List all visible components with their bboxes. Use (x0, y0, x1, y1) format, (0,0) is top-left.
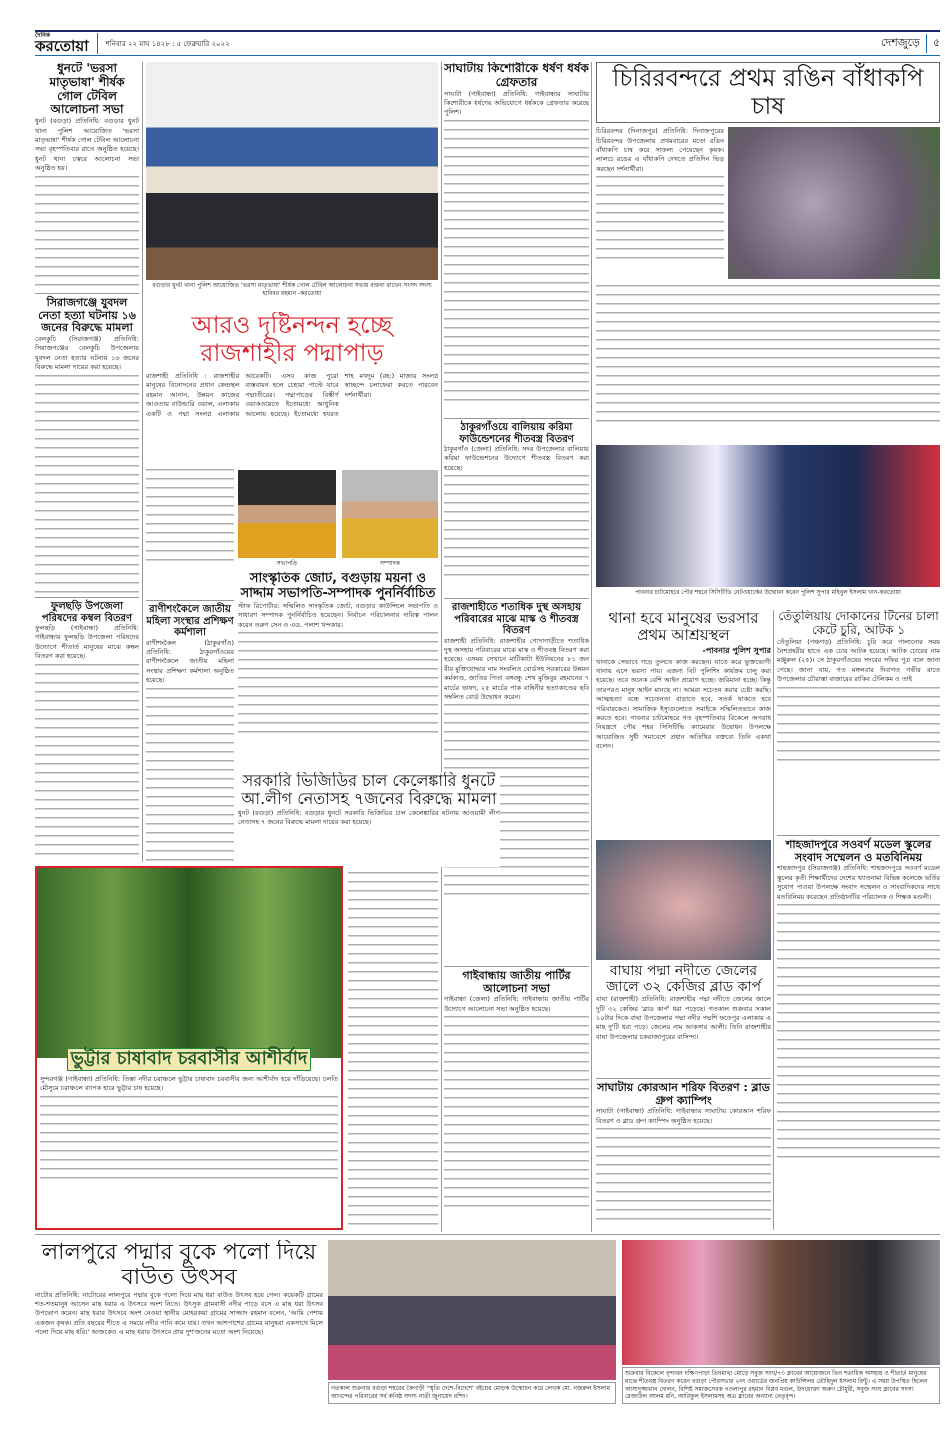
winter-clothes-photo (622, 1240, 940, 1365)
article-text (348, 870, 438, 1230)
photo-caption: পাবনার চাটমোহরে পৌর শহরে সিসিটিভি নেটওয়ার্কের উদ্বোধন করেন পুলিশ সুপার মহিবুল ইসলাম খান-করতোয়া (635, 589, 901, 596)
article-body: ধুনট (বগুড়া) প্রতিনিধি: বগুড়ার ধুনটে সরকারি ভিজিডির চাল কেলেঙ্কারির ঘটনায় আওয়ামী লীগ নেতাসহ ৭ জনের বিরুদ্ধে মামলা দায়ের করা হয়েছে। (238, 808, 500, 827)
article-jatiya-party (444, 966, 589, 1230)
blood-carp-photo (596, 840, 771, 960)
article-text (35, 373, 139, 593)
section-rule (35, 1234, 940, 1235)
article-text (444, 118, 589, 408)
article-karima-foundation (444, 418, 589, 594)
page-number: ৫ (932, 36, 940, 49)
article-body: ঠাকুরগাঁও (জেলা) প্রতিনিধি: সদর উপজেলার বালিয়ায় করিমা ফাউন্ডেশনের উদ্যোগে শীতবস্ত্র বিতরণ করা হয়েছে। (444, 445, 589, 472)
headline: রাণীশংকৈলে জাতীয় মহিলা সংস্থার প্রশিক্ষণ কর্মশালা (146, 604, 234, 638)
article-body: নাটোর প্রতিনিধি: নাটোরের লালপুরে পদ্মার বুকে পলো দিয়ে মাছ ধরা বাউত উৎসব হয়ে গেল। কয়েকটি গ্রামের শত-শতমানুষ আসেন মাছ ধরার এ উৎসবে অংশ নিতে। উৎসুক গ্রামবাসী নদীর পাড়ে বসে এ মাছ ধরা উৎসব উপভোগ করেন। মাছ ধরার উৎসবে অংশ নেওয়া স্থানীয় মোহরকয়া গ্রামের সাজ্জাদ রহমান বলেন, 'আমি পেশায় একজন কৃষক। প্রতি বছরের শীতে এ সময়ে নদীর পানি কমে যায়। তখন আশপাশের গ্রামের মানুষরা একসাথে মিলে পলো দিয়ে মাছ ধরি।' আজকেও এ মাছ ধরার উৎসবে প্রায় দুশ'জনের মতো অংশ নিয়েছে। (35, 1290, 323, 1337)
article-body: স্টাফ রিপোর্টার: সম্মিলিত সাংস্কৃতিক জোট, বগুড়ার কাউন্সিলে সভাপতি ও সাধারণ সম্পাদক পুনর্নির্বাচিত হয়েছেন। নির্বাচন পরিচালনার দায়িত্ব পালন করেন তরুণ সেন ও এড. পলাশ খন্দকার। (238, 601, 438, 629)
photo-caption: বগুড়ার ধুনট থানা পুলিশ আয়োজিত 'ভরসা মাতৃভাষা' শীর্ষক গোল টেবিল আলোচনা সভায় বক্তব্য রাখেন সংসদ সদস্য হাবিবর রহমান -করতোয়া (152, 282, 432, 297)
article-text (596, 174, 724, 264)
article-text (238, 630, 438, 740)
article-body: থানাকে সেভাবে গড়ে তুলতে কাজ করছেন। যাতে করে ভুক্তভোগী থানায় এসে ভরসা পায়। এজন্য বিট পুলিশিং কার্যক্রম চালু করা হয়েছে। তবে অনেক বেশি আইন প্রয়োগ হচ্ছে। জরিমানা হচ্ছে। কিন্তু তারপরও মানুষ আইন মানছে না। আমরা সচেতন করার চেষ্টা করছি। আত্মহত্যা বন্ধে সচেতনতা বাড়াতে হবে, সতর্ক থাকতে হবে পরিবারকেও। সামাজিক ইস্যুগুলোতে সবাইকে সম্মিলিতভাবে কাজ করতে হবে। পাবনার চাটমোহরে গত বৃহস্পতিবার বিকেলে অপরাধ নিয়ন্ত্রণে পৌর শহর সিসিটিভি ক্যামেরার উদ্বোধন উপলক্ষে আয়োজিত সুধী সমাবেশে প্রধান অতিথির বক্তব্যে তিনি একথা বলেন। (596, 657, 771, 751)
article-padmapar (146, 372, 438, 467)
column-rule (591, 62, 592, 1232)
article-lalpur-festival (35, 1240, 323, 1425)
headline: লালপুরে পদ্মার বুকে পলো দিয়ে বাউত উৎসব (41, 1240, 317, 1291)
photo-caption: সভাপতি (276, 560, 298, 567)
article-text (40, 1094, 338, 1184)
article-saghata-quran (596, 1078, 771, 1230)
article-tetulia-theft (777, 610, 940, 832)
article-body: শাহজাদপুর (সিরাজগঞ্জ) প্রতিনিধি: শাহজাদপুরে সওবর্ণ মডেল স্কুলের কৃতী শিক্ষার্থীদের দেশের খ্যাতনামা বিভিন্ন কলেজে ভর্তির সুযোগ পাওয়া উপলক্ষে সংবাদ সম্মেলন ও সাংবাদিকদের সাথে মতবিনিময় করেছেন প্রতিষ্ঠানটির পরিচালক ও শিক্ষক মণ্ডলী। (777, 864, 940, 901)
article-body: রাজশাহী প্রতিনিধি: রাজশাহীর গোদাগাড়ীতে শতাধিক দুস্থ অসহায় পরিবারের মাঝে মাস্ক ও শীতবস্ত্র বিতরণ করা হয়েছে। এসময় সেখানে মাটিকাটা ইউনিয়নের ৮১ জন বীর মুক্তিযোদ্ধার নাম সংবলিত বোর্ডসহ সরকারের উন্নয়ন কর্মকাণ্ড, জাতির পিতা বঙ্গবন্ধু শেখ মুজিবুর রহমানের ৭ মার্চের ভাষণ, ২৫ মার্চের পাক বাহিনীর হত্যাকাণ্ডের ছবি সম্বলিত বোর্ড উদ্বোধন করেন। (444, 636, 589, 702)
headline: সাংস্কৃতিক জোট, বগুড়ায় ময়না ও সাদ্দাম সভাপতি-সম্পাদক পুনর্নির্বাচিত (240, 572, 436, 601)
article-vgd-cont (348, 870, 438, 1230)
headline: আরও দৃষ্টিনন্দন হচ্ছে রাজশাহীর পদ্মাপাড় (191, 312, 393, 367)
article-padmapar-cont (146, 467, 234, 567)
article-text (777, 902, 940, 1162)
article-text (596, 283, 940, 428)
article-body: গাইবান্ধা (জেলা) প্রতিনিধি: গাইবান্ধায় জাতীয় পার্টির উদ্যোগে আলোচনা সভা অনুষ্ঠিত হয়েছে। (444, 995, 589, 1013)
article-body: রাণীশংকৈল (ঠাকুরগাঁও) প্রতিনিধি: ঠাকুরগাঁওয়ের রাণীশংকৈলে জাতীয় মহিলা সংস্থার প্রশিক্ষণ কর্মশালা অনুষ্ঠিত হয়েছে। (146, 638, 234, 685)
article-body: তেঁতুলিয়া (পঞ্চগড়) প্রতিনিধি: চুরি করে পালানোর সময় নৈশপ্রহরীর হাতে এক চোর আটক হয়েছে। আটক চোরের নাম মঞ্জুরুল (২৫)। সে ঠাকুরগাঁওয়ের সদরের সফির পুত্র বলে জানা গেছে। জানা যায়, গত মঙ্গলবার দিবাগত গভীর রাতে উপজেলার চৌরাস্তা বাজারের রাকিব টেলিকম ও তাই (777, 637, 940, 684)
article-body: চিরিরবন্দর (দিনাজপুর) প্রতিনিধি: দিনাজপুরের চিরিরবন্দর উপজেলায় প্রথমবারের মতো রঙিন বাঁধাকপি চাষ করে সাফল্য পেয়েছেন কৃষক। লালচে রঙের এ বাঁধাকপি দেখতে প্রতিদিন ভিড় করছেন দর্শনার্থীরা। (596, 127, 724, 173)
headline: ধুনটে 'ভরসা মাতৃভাষা' শীর্ষক গোল টেবিল আলোচনা সভা (49, 62, 125, 117)
article-body: বাঘা (রাজশাহী) প্রতিনিধি: রাজশাহীর পদ্মা নদীতে জেলের জালে দুটি ৩২ কেজির 'ব্লাড কার্প' ধরা পড়েছে। গতকাল শুক্রবার সকাল ১০টার দিকে বাঘা উপজেলার পদ্মা নদীর পদ্মশি ফতেপুর এলাকায় এ মাছ দু'টি ধরা পড়ে। জেলের নাম আকসার আলী। তিনি রাজশাহীর বাঘা উপজেলার চকরাজাপুরের বাসিন্দা। (596, 995, 771, 1041)
article-cultural-alliance (238, 572, 438, 767)
maize-field-photo (37, 868, 341, 1058)
section-name: দেশজুড়ে (881, 34, 927, 53)
subtitle: -পাবনার পুলিশ সুপার (702, 645, 771, 655)
article-text (444, 473, 589, 583)
pabna-police-photo (596, 445, 940, 587)
article-body: সাঘাটা (গাইবান্ধা) প্রতিনিধি: গাইবান্ধার সাঘাটায় কিশোরীকে ধর্ষণের অভিযোগে ধর্ষককে গ্রেফতার করেছে পুলিশ। (444, 89, 589, 117)
article-vgd-scandal (238, 772, 500, 867)
article-text (596, 1126, 771, 1226)
article-text (146, 467, 234, 567)
headline: তেঁতুলিয়ায় দোকানের টিনের চালা কেটে চুরি, আটক ১ (778, 610, 939, 637)
article-maize (35, 866, 343, 1230)
article-body: সুন্দরগঞ্জ (গাইবান্ধা) প্রতিনিধি: তিস্তা নদীর চরাঞ্চলে ভুট্টার চাষাবাদ চরবাসীর জন্য আশীর্বাদ হয়ে দাঁড়িয়েছে। চলতি মৌসুমে চরাঞ্চলে ব্যাপক হারে ভুট্টার চাষ হয়েছে। (40, 1074, 338, 1093)
article-dhunot-meeting (35, 62, 139, 290)
photo-caption: গতকাল শুক্রবার বগুড়া শহরের কৈগাড়ী 'স্মৃতি দেশে-বিদেশে' বইয়ের মোড়ক উন্মোচন করে লেখক মো. নজরুল ইসলাম আখন্দের পরিবারের সর্ব কনিষ্ঠ সদস্য নাতী জুনায়েদ রশিদ। (328, 1382, 616, 1404)
article-pabna-police (596, 610, 771, 838)
headline: সাঘাটায় কিশোরীকে ধর্ষণ ধর্ষক গ্রেফতার (444, 62, 589, 89)
article-body: রাজশাহী প্রতিনিধি : রাজশাহীর মানুষের বিনোদনের প্রধান কেন্দ্রস্থল রহমান আনান, উন্নয়ন কাজের আওতায় বাউন্ডারি ওয়াল, এলাকায় একটি ও পদ্মা সংলগ্ন এলাকায় আরেকটি। এসব কাজ পুরো বাস্তবায়ন হলে চেহারা পাল্টে যাবে পদ্মাতীরের। পদ্মাপাড়ের বিস্তীর্ণ ওয়াকওয়েতে ইতোমধ্যে আধুনিক আলোয় হয়েছে। ইতোমধ্যে হযরত শাহ মখদুম (রহ:) মাজার সংলগ্ন স্বাচ্ছন্দে চলাফেরা করতে পারবেন দর্শনার্থীরা। (146, 372, 438, 418)
photo-caption: শুক্রবার বিকেলে বৃন্দাবন দক্ষিণপাড়া তিনমাথা মোড়ে সবুজ সংঘ/৭৩ ক্লাবের আয়োজনে তিন শতাধিক অসহায় ও শীতার্ত মানুষের মাঝে শীতবস্ত্র বিতরণ করেন বগুড়া পৌরসভার ২নং ওয়ার্ডের জনপ্রিয় কাউন্সিলর তৌহিদুল ইসলাম রিন্টু। এ সময় উপস্থিত ছিলেন আসাদুজ্জামান দোলন, বিশিষ্ট সমাজসেবক গওলাপুর রহমান বিপ্লব মণ্ডল, উদয়োক্তা অরুণ চৌধুরী, সবুজ সংঘ ক্লাবের সদস্য রেজাউল আলম রনি, আরিফুল ইসলামসহ অত্র ক্লাবের অন্যান্য নেতৃবৃন্দ। (622, 1367, 940, 1404)
article-ranisankail (146, 600, 234, 862)
masthead (35, 30, 940, 56)
article-padmapar-headline (146, 312, 438, 372)
article-sirajganj-case (35, 293, 139, 593)
photo-caption: সম্পাদক (379, 560, 400, 567)
article-text (146, 686, 234, 862)
logo-small: দৈনিক (35, 32, 51, 39)
issue-date: শনিবার ২২ মাঘ ১৪২৮ : ৫ ফেব্রুয়ারি ২০২২ (105, 39, 230, 48)
cabbage-photo (728, 127, 940, 279)
newspaper-logo (35, 33, 98, 54)
article-saghata-arrest (444, 62, 589, 414)
article-body: বেলকুচি (সিরাজগঞ্জ) প্রতিনিধি: সিরাজগঞ্জের বেলকুচি উপজেলায় যুবদল নেতা হত্যার ঘটনায় ১৬ জনের বিরুদ্ধে মামলা দায়ের করা হয়েছে। (35, 334, 139, 372)
article-text (444, 1014, 589, 1214)
headline: গাইবান্ধায় জাতীয় পার্টির আলোচনা সভা (462, 969, 571, 995)
article-fulchhari-blanket (35, 597, 139, 862)
column-rule (773, 610, 774, 1230)
headline: শাহজাদপুরে সওবর্ণ মডেল স্কুলের সংবাদ সম্মেলন ও মতবিনিময় (785, 838, 932, 864)
headline: ঠাকুরগাঁওয়ে বালিয়ায় করিমা ফাউন্ডেশনের শীতবস্ত্র বিতরণ (459, 422, 574, 445)
book-launch-photo (328, 1240, 616, 1380)
headline: সাঘাটায় কোরআন শরিফ বিতরণ : ব্লাড গ্রুপ ক্যাম্পিং (597, 1081, 770, 1107)
article-text (35, 174, 139, 290)
article-body: সাঘাটা (গাইবান্ধা) প্রতিনিধি: গাইবান্ধার সাঘাটায় কোরআন শরিফ বিতরণ ও ব্লাড গ্রুপ ক্যাম্পিং অনুষ্ঠিত হয়েছে। (596, 1107, 771, 1125)
headline: থানা হবে মানুষের ভরসার প্রথম আশ্রয়স্থল (608, 610, 759, 645)
column-rule (142, 62, 143, 862)
headline: সিরাজগঞ্জে যুবদল নেতা হত্যা ঘটনায় ১৬ জনের বিরুদ্ধে মামলা (38, 296, 136, 335)
article-text (35, 662, 139, 862)
headline: চিরিরবন্দরে প্রথম রঙিন বাঁধাকপি চাষ (596, 62, 940, 123)
column-rule (441, 62, 442, 1232)
article-shahjadpur-school (777, 835, 940, 1230)
secretary-photo (342, 470, 438, 558)
article-body: ধুনট (বগুড়া) প্রতিনিধি: বগুড়ার ধুনট থানা পুলিশ আয়োজিত 'ভরসা মাতৃভাষা' শীর্ষক গোল টেবিল আলোচনা সভা বৃহস্পতিবার রাতে অনুষ্ঠিত হয়েছে। ধুনট থানা চত্বরে আলোচনা সভা অনুষ্ঠিত হয়। (35, 117, 139, 173)
headline: রাজশাহীতে শতাধিক দুস্থ অসহায় পরিবারের মাঝে মাস্ক ও শীতবস্ত্র বিতরণ (451, 602, 582, 636)
headline: সরকারি ভিজিডির চাল কেলেঙ্কারি ধুনটে আ.লীগ নেতাসহ ৭জনের বিরুদ্ধে মামলা (241, 772, 497, 809)
headline: ফুলছড়ি উপজেলা পরিষদের কম্বল বিতরণ (41, 601, 133, 624)
headline: ভুট্টার চাষাবাদ চরবাসীর আশীর্বাদ (67, 1048, 311, 1071)
headline: বাঘায় পদ্মা নদীতে জেলের জালে ৩২ কেজির ব্লাড কার্প (606, 963, 761, 996)
article-blood-carp (596, 963, 771, 1075)
logo-text: করতোয়া (35, 37, 89, 55)
president-photo (238, 470, 336, 558)
article-body: ফুলছড়ি (গাইবান্ধা) প্রতিনিধি: গাইবান্ধার ফুলছড়ি উপজেলা পরিষদের উদ্যোগে শীতার্ত মানুষের মাঝে কম্বল বিতরণ করা হয়েছে। (35, 624, 139, 661)
article-text (777, 685, 940, 765)
meeting-photo (146, 62, 438, 280)
article-red-cabbage (596, 62, 940, 442)
